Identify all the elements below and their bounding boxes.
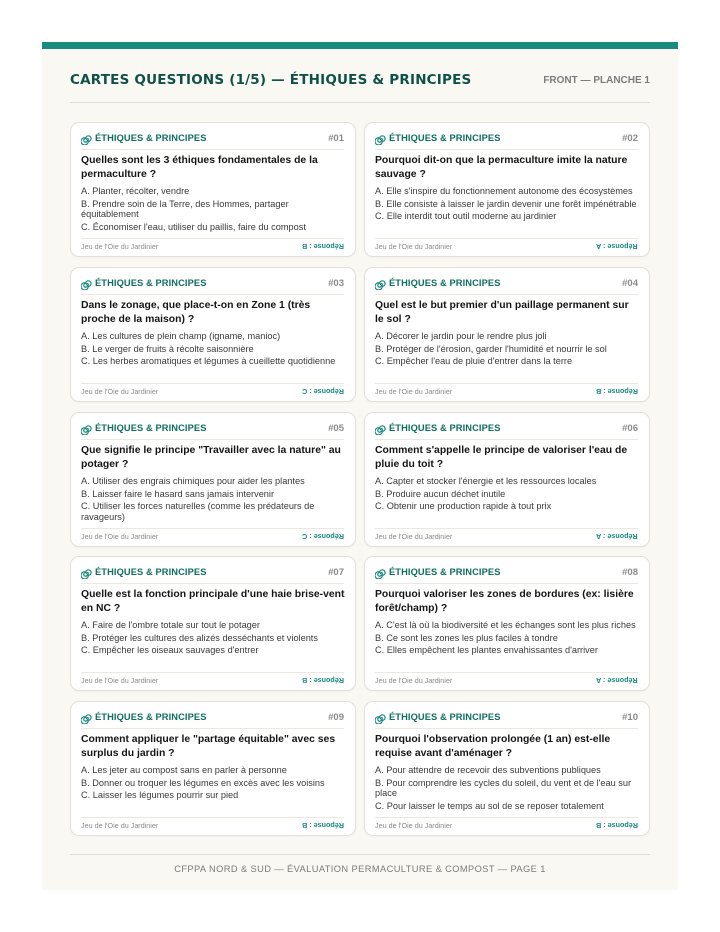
question-card [364, 122, 650, 257]
answer-options [81, 476, 345, 525]
card-number: #08 [622, 567, 638, 578]
question-card [70, 122, 356, 257]
card-header [375, 566, 638, 584]
card-category: ÉTHIQUES & PRINCIPES [389, 567, 501, 577]
card-header [81, 132, 344, 150]
card-number: #01 [328, 133, 344, 144]
answer-option: C. Économiser l'eau, utiliser du paillis, faire du compost [81, 221, 306, 232]
card-header [375, 711, 638, 729]
card-footer [375, 238, 638, 250]
card-footer [81, 672, 344, 684]
answer-option: A. Elle s'inspire du fonctionnement autonome des écosystèmes [375, 186, 633, 196]
spiral-icon [81, 422, 92, 433]
game-name: Jeu de l'Oie du Jardinier [81, 387, 159, 396]
answer-options [81, 186, 345, 235]
card-category: ÉTHIQUES & PRINCIPES [389, 712, 501, 722]
answer-option: C. Empêcher les oiseaux sauvages d'entrer [81, 645, 259, 656]
card-number: #03 [328, 278, 344, 289]
question-card [70, 556, 356, 691]
question-card [364, 267, 650, 402]
game-name: Jeu de l'Oie du Jardinier [81, 242, 159, 251]
answer-key: Réponse : B [302, 676, 344, 685]
question-card [364, 701, 650, 836]
card-question: Quelles sont les 3 éthiques fondamentales de la permaculture ? [81, 155, 318, 180]
card-question: Pourquoi l'observation prolongée (1 an) est-elle requise avant d'aménager ? [375, 734, 611, 759]
card-category: ÉTHIQUES & PRINCIPES [389, 278, 501, 288]
spiral-icon [375, 422, 386, 433]
answer-key: Réponse : B [302, 821, 344, 830]
answer-key: Réponse : A [596, 676, 638, 685]
card-category: ÉTHIQUES & PRINCIPES [95, 423, 207, 433]
card-question: Comment appliquer le "partage équitable" avec ses surplus du jardin ? [81, 734, 336, 759]
answer-option: B. Ce sont les zones les plus faciles à tondre [375, 632, 558, 643]
card-header [81, 277, 344, 295]
card-number: #04 [622, 278, 638, 289]
game-name: Jeu de l'Oie du Jardinier [81, 821, 159, 830]
card-header [81, 566, 344, 584]
page-footer: CFPPA NORD & SUD — ÉVALUATION PERMACULTURE & COMPOST — PAGE 1 [70, 854, 650, 874]
question-card [70, 412, 356, 547]
card-footer [81, 817, 344, 829]
card-question: Dans le zonage, que place-t-on en Zone 1 (très proche de la maison) ? [81, 300, 311, 325]
question-card [364, 412, 650, 547]
spiral-icon [375, 277, 386, 288]
answer-option: B. Elle consiste à laisser le jardin devenir une forêt impénétrable [375, 198, 637, 209]
card-header [375, 277, 638, 295]
card-question: Comment s'appelle le principe de valoriser l'eau de pluie du toit ? [375, 445, 628, 470]
answer-option: B. Protéger de l'érosion, garder l'humidité et nourrir le sol [375, 343, 607, 354]
answer-option: C. Elle interdit tout outil moderne au jardinier [375, 211, 557, 222]
card-question: Que signifie le principe "Travailler avec la nature" au potager ? [81, 445, 341, 470]
answer-key: Réponse : B [596, 821, 638, 830]
answer-option: A. Utiliser des engrais chimiques pour aider les plantes [81, 476, 305, 486]
answer-key: Réponse : C [302, 532, 344, 541]
card-category: ÉTHIQUES & PRINCIPES [389, 423, 501, 433]
card-category: ÉTHIQUES & PRINCIPES [95, 712, 207, 722]
game-name: Jeu de l'Oie du Jardinier [375, 821, 453, 830]
card-footer [375, 672, 638, 684]
card-question: Quel est le but premier d'un paillage permanent sur le sol ? [375, 300, 629, 325]
page-title: CARTES QUESTIONS (1/5) — ÉTHIQUES & PRINCIPES [70, 72, 472, 88]
answer-option: C. Utiliser les forces naturelles (comme les prédateurs de ravageurs) [81, 501, 315, 522]
answer-options [81, 620, 345, 658]
spiral-icon [81, 132, 92, 143]
answer-options [375, 331, 639, 369]
answer-option: C. Pour laisser le temps au sol de se reposer totalement [375, 800, 604, 811]
answer-key: Réponse : A [596, 532, 638, 541]
card-header [375, 132, 638, 150]
answer-options [375, 765, 639, 814]
answer-option: B. Le verger de fruits à récolte saisonnière [81, 343, 254, 354]
card-header [81, 711, 344, 729]
answer-key: Réponse : B [302, 242, 344, 251]
answer-option: A. C'est là où la biodiversité et les échanges sont les plus riches [375, 620, 636, 630]
answer-option: A. Les cultures de plein champ (igname, manioc) [81, 331, 281, 341]
question-card [70, 267, 356, 402]
answer-options [81, 765, 345, 803]
game-name: Jeu de l'Oie du Jardinier [81, 676, 159, 685]
answer-option: A. Planter, récolter, vendre [81, 186, 190, 196]
planche-label: FRONT — PLANCHE 1 [543, 75, 650, 86]
game-name: Jeu de l'Oie du Jardinier [375, 532, 453, 541]
question-card [364, 556, 650, 691]
spiral-icon [375, 711, 386, 722]
card-category: ÉTHIQUES & PRINCIPES [95, 278, 207, 288]
answer-option: A. Décorer le jardin pour le rendre plus joli [375, 331, 547, 341]
spiral-icon [375, 566, 386, 577]
answer-option: C. Laisser les légumes pourrir sur pied [81, 790, 239, 801]
card-footer [81, 238, 344, 250]
game-name: Jeu de l'Oie du Jardinier [375, 242, 453, 251]
card-number: #10 [622, 712, 638, 723]
answer-option: B. Laisser faire le hasard sans jamais intervenir [81, 488, 275, 499]
answer-option: C. Elles empêchent les plantes envahissantes d'arriver [375, 645, 598, 656]
answer-options [81, 331, 345, 369]
card-number: #07 [328, 567, 344, 578]
answer-options [375, 186, 639, 224]
answer-option: A. Pour attendre de recevoir des subventions publiques [375, 765, 601, 775]
sheet-header [70, 71, 650, 103]
card-question: Pourquoi dit-on que la permaculture imite la nature sauvage ? [375, 155, 628, 180]
answer-option: A. Capter et stocker l'énergie et les ressources locales [375, 476, 597, 486]
card-category: ÉTHIQUES & PRINCIPES [95, 567, 207, 577]
answer-option: A. Faire de l'ombre totale sur tout le potager [81, 620, 260, 630]
card-category: ÉTHIQUES & PRINCIPES [95, 133, 207, 143]
card-category: ÉTHIQUES & PRINCIPES [389, 133, 501, 143]
answer-option: B. Pour comprendre les cycles du soleil, du vent et de l'eau sur place [375, 777, 632, 799]
answer-options [375, 476, 639, 514]
answer-key: Réponse : A [596, 242, 638, 251]
card-header [81, 422, 344, 440]
answer-key: Réponse : C [302, 387, 344, 396]
answer-option: C. Empêcher l'eau de pluie d'entrer dans la terre [375, 356, 573, 367]
question-card [70, 701, 356, 836]
answer-options [375, 620, 639, 658]
answer-option: B. Donner ou troquer les légumes en excès avec les voisins [81, 777, 325, 788]
card-number: #02 [622, 133, 638, 144]
answer-option: A. Les jeter au compost sans en parler à personne [81, 765, 287, 775]
answer-option: C. Obtenir une production rapide à tout prix [375, 501, 552, 512]
card-sheet [42, 42, 678, 890]
spiral-icon [81, 277, 92, 288]
card-footer [81, 383, 344, 395]
card-footer [81, 528, 344, 540]
answer-option: C. Les herbes aromatiques et légumes à cueillette quotidienne [81, 356, 336, 367]
card-number: #06 [622, 423, 638, 434]
game-name: Jeu de l'Oie du Jardinier [375, 676, 453, 685]
spiral-icon [375, 132, 386, 143]
game-name: Jeu de l'Oie du Jardinier [81, 532, 159, 541]
card-header [375, 422, 638, 440]
card-number: #09 [328, 712, 344, 723]
card-question: Quelle est la fonction principale d'une haie brise-vent en NC ? [81, 589, 345, 614]
card-question: Pourquoi valoriser les zones de bordures (ex: lisière forêt/champ) ? [375, 589, 634, 614]
game-name: Jeu de l'Oie du Jardinier [375, 387, 453, 396]
answer-option: B. Produire aucun déchet inutile [375, 488, 506, 499]
answer-option: B. Prendre soin de la Terre, des Hommes, partager équitablement [81, 198, 289, 220]
spiral-icon [81, 566, 92, 577]
card-number: #05 [328, 423, 344, 434]
answer-option: B. Protéger les cultures des alizés desséchants et violents [81, 632, 318, 643]
card-footer [375, 383, 638, 395]
spiral-icon [81, 711, 92, 722]
card-footer [375, 817, 638, 829]
answer-key: Réponse : B [596, 387, 638, 396]
card-footer [375, 528, 638, 540]
